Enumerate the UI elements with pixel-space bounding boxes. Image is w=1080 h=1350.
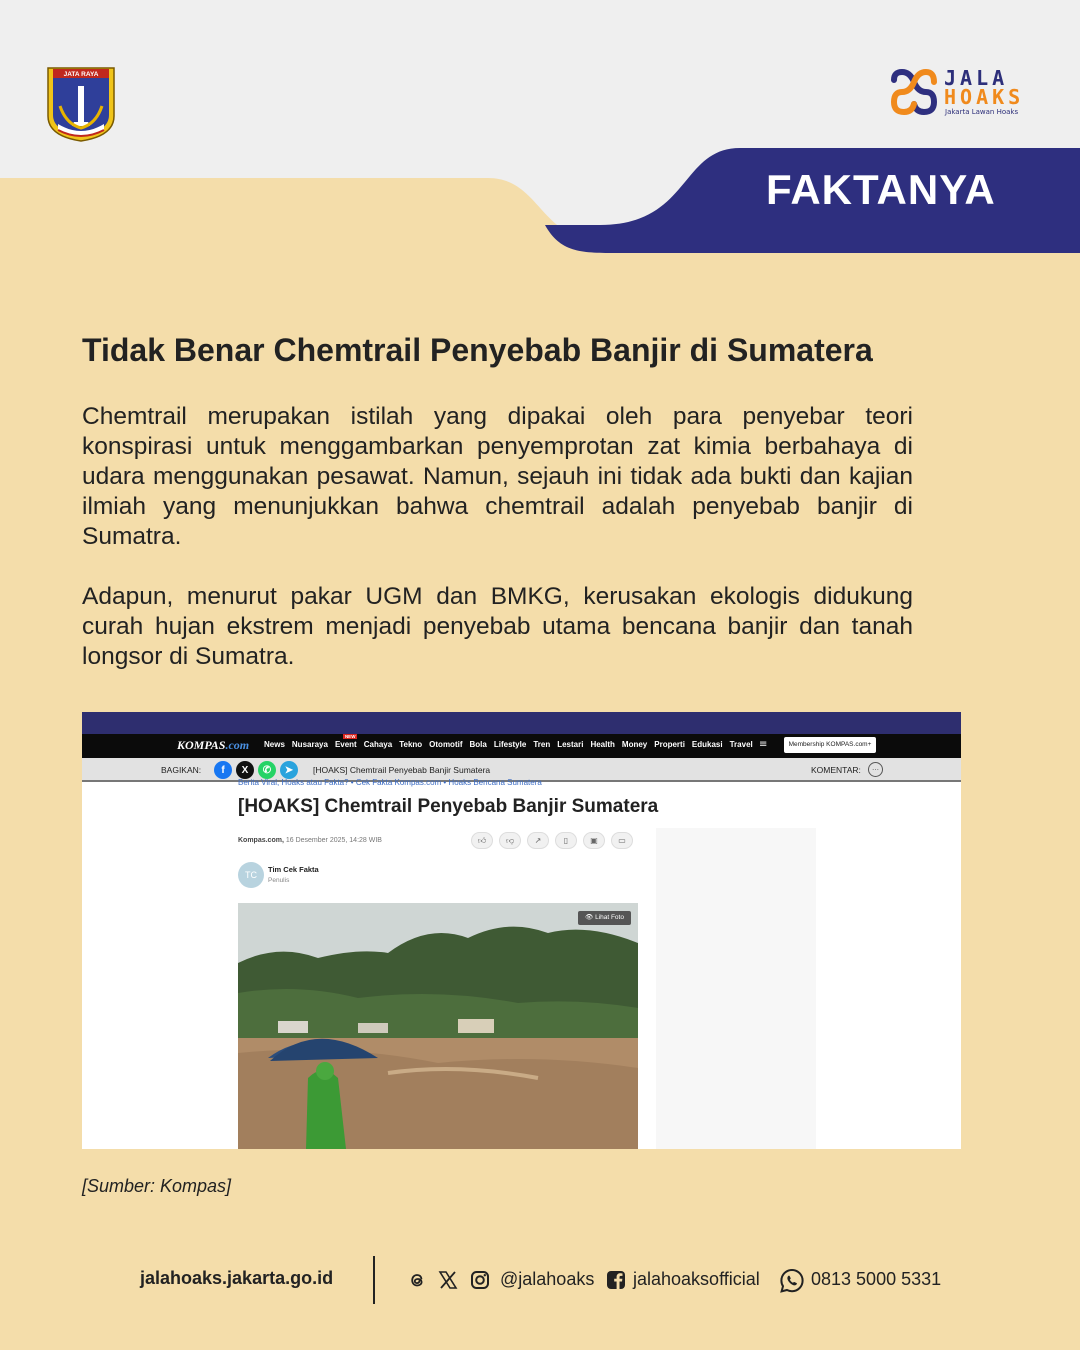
telegram-share-icon[interactable]: ➤	[280, 761, 298, 779]
nav-item-otomotif[interactable]: Otomotif	[429, 740, 463, 749]
comment-bubble-icon[interactable]: …	[868, 762, 883, 777]
nav-item-event-label: Event	[334, 740, 357, 749]
kompas-logo-main: KOMPAS	[177, 738, 226, 752]
author-role: Penulis	[268, 877, 290, 884]
flood-photo-illustration	[238, 903, 638, 1149]
social-handle[interactable]: @jalahoaks	[500, 1269, 595, 1289]
gift-icon[interactable]: ▣	[583, 832, 605, 849]
footer-website[interactable]: jalahoaks.jakarta.go.id	[140, 1268, 334, 1288]
x-icon[interactable]	[438, 1270, 458, 1290]
jakarta-crest-logo	[44, 66, 118, 142]
meta-source: Kompas.com,	[238, 837, 284, 844]
hamburger-menu-icon[interactable]: ≡	[759, 739, 768, 750]
nav-item-properti[interactable]: Properti	[654, 740, 685, 749]
see-photo-label: Lihat Foto	[595, 914, 624, 921]
ad-placeholder	[656, 828, 816, 1149]
comment-label: KOMENTAR:	[811, 765, 861, 775]
browser-top-bar	[82, 712, 961, 734]
author-avatar[interactable]: TC	[238, 862, 264, 888]
nav-item-edukasi[interactable]: Edukasi	[691, 740, 723, 749]
meta-date: 16 Desember 2025, 14:28 WIB	[285, 837, 382, 844]
nav-item-event[interactable]	[334, 734, 357, 749]
instagram-icon[interactable]	[470, 1270, 490, 1290]
paragraph-2: Adapun, menurut pakar UGM dan BMKG, kerusakan ekologis didukung curah hujan ekstrem menjadi penyebab utama bencana banjir dan tanah longsor di Sumatra.	[82, 583, 913, 670]
see-photo-button[interactable]: 👁︎ Lihat Foto	[578, 911, 631, 925]
jala-hoaks-brand	[888, 66, 1038, 118]
kompas-article-screenshot	[82, 712, 961, 1149]
nav-item-tekno[interactable]: Tekno	[399, 740, 423, 749]
kompas-logo-suffix: .com	[225, 738, 250, 752]
kompas-article-title: [HOAKS] Chemtrail Penyebab Banjir Sumatera	[238, 796, 659, 817]
nav-item-nusaraya[interactable]: Nusaraya	[291, 740, 328, 749]
flood-photo[interactable]	[238, 903, 638, 1149]
kompas-nav-items	[264, 734, 753, 749]
brand-name-line1: JALA	[944, 66, 1009, 90]
facebook-handle[interactable]: jalahoaksofficial	[633, 1269, 760, 1289]
x-share-icon[interactable]: X	[236, 761, 254, 779]
like-icon[interactable]: 👍︎	[471, 832, 493, 849]
bookmark-icon[interactable]: ▯	[555, 832, 577, 849]
membership-button[interactable]: Membership KOMPAS.com+	[784, 737, 876, 753]
nav-item-money[interactable]: Money	[621, 740, 648, 749]
nav-item-health[interactable]: Health	[590, 740, 615, 749]
share-bar-title: [HOAKS] Chemtrail Penyebab Banjir Sumatera	[313, 765, 491, 775]
nav-item-tren[interactable]: Tren	[533, 740, 551, 749]
new-badge: NEW	[344, 734, 356, 739]
threads-icon[interactable]	[407, 1270, 427, 1290]
share-icons	[214, 761, 298, 779]
crest-label: JATA RAYA	[63, 71, 99, 78]
whatsapp-number[interactable]: 0813 5000 5331	[811, 1269, 942, 1289]
header-background	[0, 0, 1080, 260]
kompas-logo[interactable]	[177, 738, 249, 753]
nav-item-travel[interactable]: Travel	[729, 740, 753, 749]
facebook-icon[interactable]	[606, 1270, 626, 1290]
jala-hoaks-logo-icon	[888, 68, 940, 116]
article-meta	[238, 837, 382, 844]
nav-item-bola[interactable]: Bola	[469, 740, 487, 749]
comment-icon[interactable]: ▭	[611, 832, 633, 849]
whatsapp-icon[interactable]	[779, 1268, 805, 1294]
nav-item-lestari[interactable]: Lestari	[557, 740, 584, 749]
dislike-icon[interactable]: 👎︎	[499, 832, 521, 849]
source-citation: [Sumber: Kompas]	[82, 1176, 232, 1196]
share-label: BAGIKAN:	[161, 765, 202, 775]
breadcrumb[interactable]: Berita Viral, Hoaks atau Fakta? • Cek Fakta Kompas.com • Hoaks Bencana Sumatera	[238, 778, 542, 787]
headline: Tidak Benar Chemtrail Penyebab Banjir di Sumatera	[82, 332, 873, 368]
kompas-nav-bar	[82, 734, 961, 758]
nav-item-news[interactable]: News	[264, 740, 285, 749]
whatsapp-share-icon[interactable]: ✆	[258, 761, 276, 779]
paragraph-1: Chemtrail merupakan istilah yang dipakai oleh para penyebar teori konspirasi untuk menggambarkan penyemprotan zat kimia berbahaya di udara menggunakan pesawat. Namun, sejauh ini tidak ada bukti dan kajian ilmiah yang menunjukkan bahwa chemtrail adalah penyebab banjir di Sumatra.	[82, 403, 913, 550]
brand-name-line2: HOAKS	[944, 85, 1025, 109]
facebook-share-icon[interactable]: f	[214, 761, 232, 779]
author-name[interactable]: Tim Cek Fakta	[268, 865, 319, 874]
footer-divider	[373, 1256, 375, 1304]
article-actions	[471, 832, 633, 849]
nav-item-lifestyle[interactable]: Lifestyle	[493, 740, 527, 749]
faktanya-banner: FAKTANYA	[766, 166, 996, 213]
share-icon[interactable]: ↗	[527, 832, 549, 849]
brand-tagline: Jakarta Lawan Hoaks	[945, 108, 1019, 116]
nav-item-cahaya[interactable]: Cahaya	[363, 740, 393, 749]
